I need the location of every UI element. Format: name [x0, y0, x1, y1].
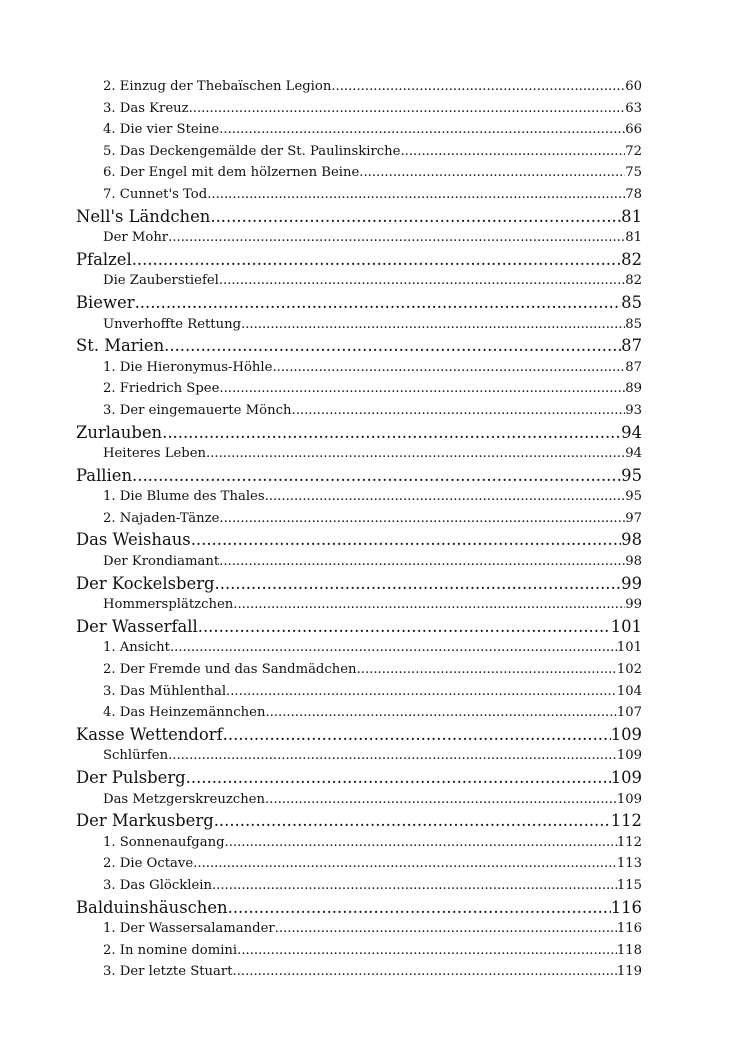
toc-story-entry: [76, 659, 642, 681]
toc-entry-page-number: 109: [610, 768, 642, 787]
toc-entry-page-number: 75: [625, 165, 642, 181]
toc-section-entry: [76, 767, 642, 789]
toc-entry-page-number: 63: [625, 100, 642, 116]
dot-leader: [272, 357, 625, 379]
dot-leader: [228, 897, 611, 919]
toc-entry-page-number: 94: [621, 422, 642, 442]
toc-entry-page-number: 93: [625, 402, 642, 418]
table-of-contents: [76, 76, 642, 983]
dot-leader: [237, 940, 617, 962]
dot-leader: [226, 681, 617, 703]
toc-entry-page-number: 98: [625, 554, 642, 570]
toc-story-entry: [76, 940, 642, 962]
toc-entry-page-number: 81: [625, 230, 642, 246]
toc-entry-title: Pfalzel: [76, 249, 132, 269]
toc-entry-page-number: 109: [616, 791, 642, 807]
toc-entry-title: 5. Das Deckengemälde der St. Paulinskirche: [103, 143, 401, 159]
toc-entry-page-number: 107: [616, 705, 642, 721]
toc-entry-title: 2. Der Fremde und das Sandmädchen: [103, 662, 357, 678]
toc-entry-page-number: 66: [625, 122, 642, 138]
toc-entry-page-number: 109: [610, 724, 642, 744]
toc-section-entry: [76, 810, 642, 832]
toc-story-entry: [76, 443, 642, 465]
toc-entry-page-number: 95: [625, 489, 642, 505]
dot-leader: [292, 400, 626, 422]
toc-story-entry: [76, 486, 642, 508]
toc-entry-page-number: 116: [616, 921, 642, 937]
toc-entry-title: 7. Cunnet's Tod: [103, 186, 208, 202]
toc-story-entry: [76, 789, 642, 811]
toc-entry-title: Der Mohr: [103, 230, 169, 246]
toc-entry-title: Zurlauben: [76, 422, 163, 442]
toc-entry-title: 1. Sonnenaufgang: [103, 834, 225, 850]
toc-entry-page-number: 99: [625, 597, 642, 613]
toc-entry-page-number: 85: [621, 292, 642, 312]
dot-leader: [207, 184, 625, 206]
toc-entry-page-number: 99: [621, 573, 642, 593]
toc-entry-page-number: 101: [616, 640, 642, 656]
toc-story-entry: [76, 508, 642, 530]
dot-leader: [275, 918, 617, 940]
toc-entry-title: 3. Das Kreuz: [103, 100, 189, 116]
toc-story-entry: [76, 76, 642, 98]
dot-leader: [265, 789, 617, 811]
toc-story-entry: [76, 162, 642, 184]
toc-story-entry: [76, 227, 642, 249]
dot-leader: [219, 378, 625, 400]
toc-entry-page-number: 119: [616, 964, 642, 980]
dot-leader: [219, 551, 625, 573]
toc-entry-title: Die Zauberstiefel: [103, 273, 219, 289]
toc-entry-page-number: 115: [616, 877, 642, 893]
toc-story-entry: [76, 400, 642, 422]
dot-leader: [214, 810, 611, 832]
toc-entry-title: 3. Das Mühlenthal: [103, 683, 227, 699]
dot-leader: [186, 767, 611, 789]
toc-story-entry: [76, 853, 642, 875]
dot-leader: [206, 443, 625, 465]
toc-entry-title: 4. Die vier Steine: [103, 122, 220, 138]
toc-entry-page-number: 104: [616, 683, 642, 699]
toc-entry-page-number: 72: [625, 143, 642, 159]
toc-entry-title: Der Kockelsberg: [76, 573, 215, 593]
dot-leader: [225, 832, 617, 854]
toc-entry-title: 3. Der eingemauerte Mönch: [103, 402, 292, 418]
dot-leader: [233, 961, 617, 983]
toc-story-entry: [76, 918, 642, 940]
toc-story-entry: [76, 378, 642, 400]
dot-leader: [210, 206, 621, 228]
toc-story-entry: [76, 551, 642, 573]
toc-entry-title: 1. Die Hieronymus-Höhle: [103, 359, 273, 375]
toc-entry-title: Nell's Ländchen: [76, 206, 211, 226]
toc-entry-page-number: 78: [625, 186, 642, 202]
dot-leader: [168, 745, 617, 767]
toc-entry-title: Pallien: [76, 465, 133, 485]
toc-story-entry: [76, 681, 642, 703]
toc-entry-page-number: 94: [625, 446, 642, 462]
toc-entry-page-number: 116: [610, 897, 642, 917]
dot-leader: [191, 529, 621, 551]
toc-section-entry: [76, 529, 642, 551]
toc-entry-title: Schlürfen: [103, 748, 169, 764]
toc-entry-page-number: 112: [616, 834, 642, 850]
toc-story-entry: [76, 184, 642, 206]
toc-entry-page-number: 102: [616, 662, 642, 678]
toc-entry-title: Der Markusberg: [76, 811, 214, 831]
dot-leader: [241, 314, 625, 336]
toc-story-entry: [76, 961, 642, 983]
dot-leader: [132, 249, 621, 271]
toc-entry-title: St. Marien: [76, 336, 165, 356]
toc-entry-page-number: 82: [625, 273, 642, 289]
toc-entry-page-number: 87: [625, 359, 642, 375]
toc-entry-title: 2. In nomine domini: [103, 942, 238, 958]
toc-story-entry: [76, 702, 642, 724]
dot-leader: [189, 98, 626, 120]
dot-leader: [265, 486, 626, 508]
toc-entry-title: Unverhoffte Rettung: [103, 316, 242, 332]
dot-leader: [132, 465, 621, 487]
toc-story-entry: [76, 314, 642, 336]
toc-entry-title: 1. Die Blume des Thales: [103, 489, 265, 505]
toc-section-entry: [76, 897, 642, 919]
toc-entry-title: 2. Friedrich Spee: [103, 381, 220, 397]
toc-section-entry: [76, 724, 642, 746]
dot-leader: [164, 335, 621, 357]
toc-section-entry: [76, 206, 642, 228]
toc-story-entry: [76, 637, 642, 659]
toc-entry-title: Biewer: [76, 292, 135, 312]
toc-story-entry: [76, 98, 642, 120]
toc-entry-page-number: 60: [625, 79, 642, 94]
toc-section-entry: [76, 292, 642, 314]
toc-story-entry: [76, 745, 642, 767]
dot-leader: [233, 594, 625, 616]
toc-entry-page-number: 82: [621, 249, 642, 269]
dot-leader: [215, 573, 622, 595]
toc-entry-page-number: 85: [625, 316, 642, 332]
toc-entry-page-number: 109: [616, 748, 642, 764]
toc-entry-title: Der Krondiamant: [103, 554, 220, 570]
toc-entry-title: 4. Das Heinzemännchen: [103, 705, 266, 721]
dot-leader: [212, 875, 617, 897]
toc-entry-page-number: 101: [610, 616, 642, 636]
toc-entry-page-number: 118: [616, 942, 642, 958]
toc-entry-page-number: 97: [625, 510, 642, 526]
toc-entry-title: 3. Der letzte Stuart: [103, 964, 233, 980]
dot-leader: [265, 702, 616, 724]
toc-section-entry: [76, 616, 642, 638]
toc-story-entry: [76, 875, 642, 897]
dot-leader: [359, 162, 625, 184]
dot-leader: [400, 141, 625, 163]
toc-entry-page-number: 81: [621, 206, 642, 226]
dot-leader: [219, 508, 625, 530]
toc-entry-title: 2. Die Octave: [103, 856, 194, 872]
toc-entry-title: Das Metzgerskreuzchen: [103, 791, 265, 807]
toc-section-entry: [76, 249, 642, 271]
dot-leader: [331, 76, 625, 98]
toc-entry-title: Heiteres Leben: [103, 446, 206, 462]
toc-story-entry: [76, 357, 642, 379]
toc-entry-page-number: 112: [610, 811, 642, 831]
dot-leader: [219, 270, 625, 292]
dot-leader: [168, 227, 625, 249]
toc-entry-title: 2. Najaden-Tänze: [103, 510, 220, 526]
toc-section-entry: [76, 335, 642, 357]
dot-leader: [135, 292, 622, 314]
toc-section-entry: [76, 422, 642, 444]
toc-story-entry: [76, 832, 642, 854]
toc-entry-title: Hommersplätzchen: [103, 597, 234, 613]
toc-section-entry: [76, 573, 642, 595]
toc-entry-page-number: 113: [616, 856, 642, 872]
toc-entry-title: Der Wasserfall: [76, 616, 198, 636]
toc-entry-title: 2. Einzug der Thebaïschen Legion: [103, 79, 332, 94]
toc-story-entry: [76, 594, 642, 616]
toc-entry-page-number: 87: [621, 336, 642, 356]
toc-entry-title: Kasse Wettendorf: [76, 724, 223, 744]
toc-entry-title: Der Pulsberg: [76, 768, 186, 787]
toc-entry-title: Das Weishaus: [76, 530, 191, 550]
dot-leader: [223, 724, 611, 746]
toc-entry-page-number: 95: [621, 465, 642, 485]
dot-leader: [162, 422, 621, 444]
dot-leader: [170, 637, 617, 659]
toc-entry-title: Balduinshäuschen: [76, 897, 228, 917]
toc-story-entry: [76, 270, 642, 292]
toc-entry-title: 1. Der Wassersalamander: [103, 921, 275, 937]
toc-entry-title: 6. Der Engel mit dem hölzernen Beine: [103, 165, 360, 181]
toc-story-entry: [76, 119, 642, 141]
dot-leader: [193, 853, 617, 875]
dot-leader: [219, 119, 625, 141]
toc-entry-page-number: 98: [621, 530, 642, 550]
toc-story-entry: [76, 141, 642, 163]
toc-entry-title: 3. Das Glöcklein: [103, 877, 212, 893]
toc-entry-title: 1. Ansicht: [103, 640, 170, 656]
toc-section-entry: [76, 465, 642, 487]
toc-entry-page-number: 89: [625, 381, 642, 397]
dot-leader: [198, 616, 611, 638]
dot-leader: [357, 659, 617, 681]
